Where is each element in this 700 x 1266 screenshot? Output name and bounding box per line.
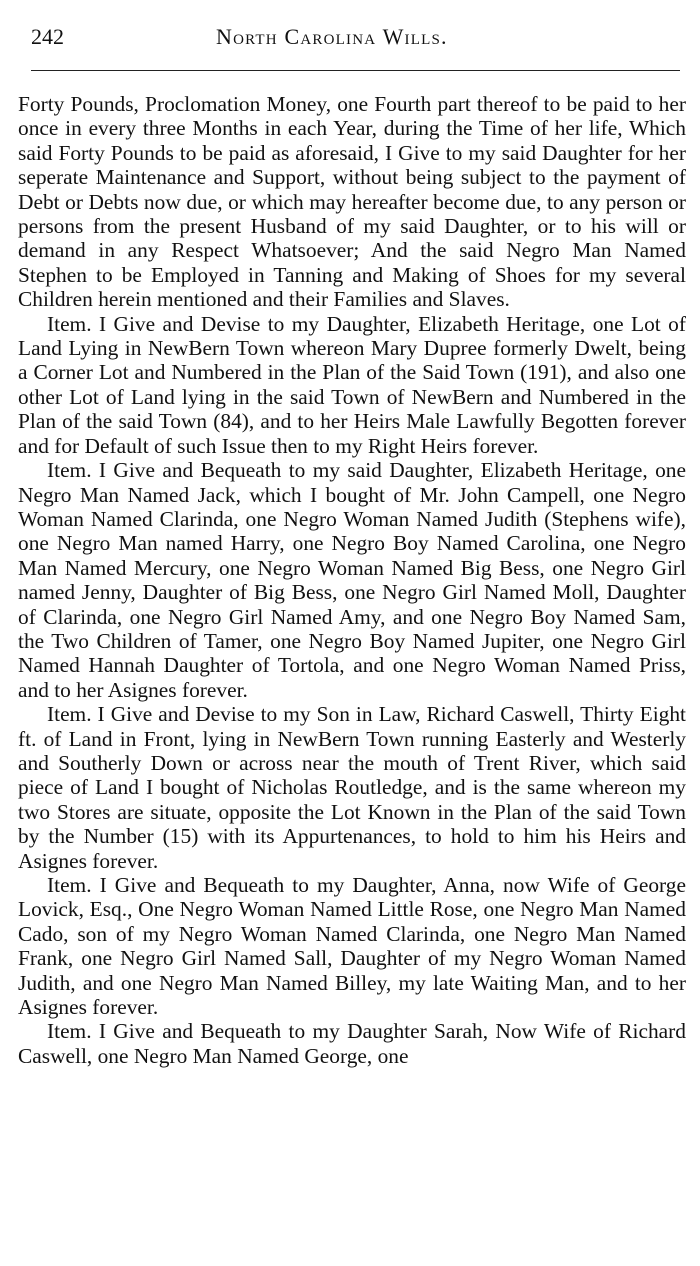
paragraph-continuation: Forty Pounds, Proclomation Money, one Fourth part thereof to be paid to her once in every three Months in each Year, during the Time of her life, Which said Forty Pounds to be paid as aforesaid, I Give to my said Daughter for her seperate Maintenance and Support, without being subject to the payment of Debt or Debts now due, or which may hereafter become due, to any person or persons from the present Husband of my said Daughter, or to his will or demand in any Respect Whatsoever; And the said Negro Man Named Stephen to be Employed in Tanning and Making of Shoes for my several Children herein mentioned and their Families and Slaves. xyxy=(18,92,686,312)
page-header xyxy=(31,24,679,54)
paragraph-item-elizabeth: Item. I Give and Bequeath to my said Daughter, Elizabeth Heritage, one Negro Man Named Jack, which I bought of Mr. John Campell, one Negro Woman Named Clarinda, one Negro Woman Named Judith (Stephens wife), one Negro Man named Harry, one Negro Boy Named Carolina, one Negro Man Named Mercury, one Negro Woman Named Big Bess, one Negro Girl named Jenny, Daughter of Big Bess, one Negro Girl Named Moll, Daughter of Clarinda, one Negro Girl Named Amy, and one Negro Boy Named Sam, the Two Children of Tamer, one Negro Boy Named Jupiter, one Negro Girl Named Hannah Daughter of Tortola, and one Negro Woman Named Priss, and to her Asignes forever. xyxy=(18,458,686,702)
header-rule xyxy=(31,70,680,71)
paragraph-item-caswell: Item. I Give and Devise to my Son in Law, Richard Caswell, Thirty Eight ft. of Land in Front, lying in NewBern Town running Easterly and Westerly and Southerly Down or across near the mouth of Trent River, which said piece of Land I bought of Nicholas Routledge, and is the same whereon my two Stores are situate, opposite the Lot Known in the Plan of the said Town by the Number (15) with its Appurtenances, to hold to him his Heirs and Asignes forever. xyxy=(18,702,686,873)
paragraph-item-lots: Item. I Give and Devise to my Daughter, Elizabeth Heritage, one Lot of Land Lying in NewBern Town whereon Mary Dupree formerly Dwelt, being a Corner Lot and Numbered in the Plan of the Said Town (191), and also one other Lot of Land lying in the said Town of NewBern and Numbered in the Plan of the said Town (84), and to her Heirs Male Lawfully Begotten forever and for Default of such Issue then to my Right Heirs forever. xyxy=(18,311,686,458)
page-body xyxy=(18,92,686,1068)
paragraph-item-sarah: Item. I Give and Bequeath to my Daughter Sarah, Now Wife of Richard Caswell, one Negro Man Named George, one xyxy=(18,1019,686,1068)
running-title: North Carolina Wills. xyxy=(216,24,448,49)
paragraph-item-anna: Item. I Give and Bequeath to my Daughter, Anna, now Wife of George Lovick, Esq., One Negro Woman Named Little Rose, one Negro Man Named Cado, son of my Negro Woman Named Clarinda, one Negro Man Named Frank, one Negro Girl Named Sall, Daughter of my Negro Woman Named Judith, and one Negro Man Named Billey, my late Waiting Man, and to her Asignes forever. xyxy=(18,873,686,1020)
page-number: 242 xyxy=(31,24,64,49)
